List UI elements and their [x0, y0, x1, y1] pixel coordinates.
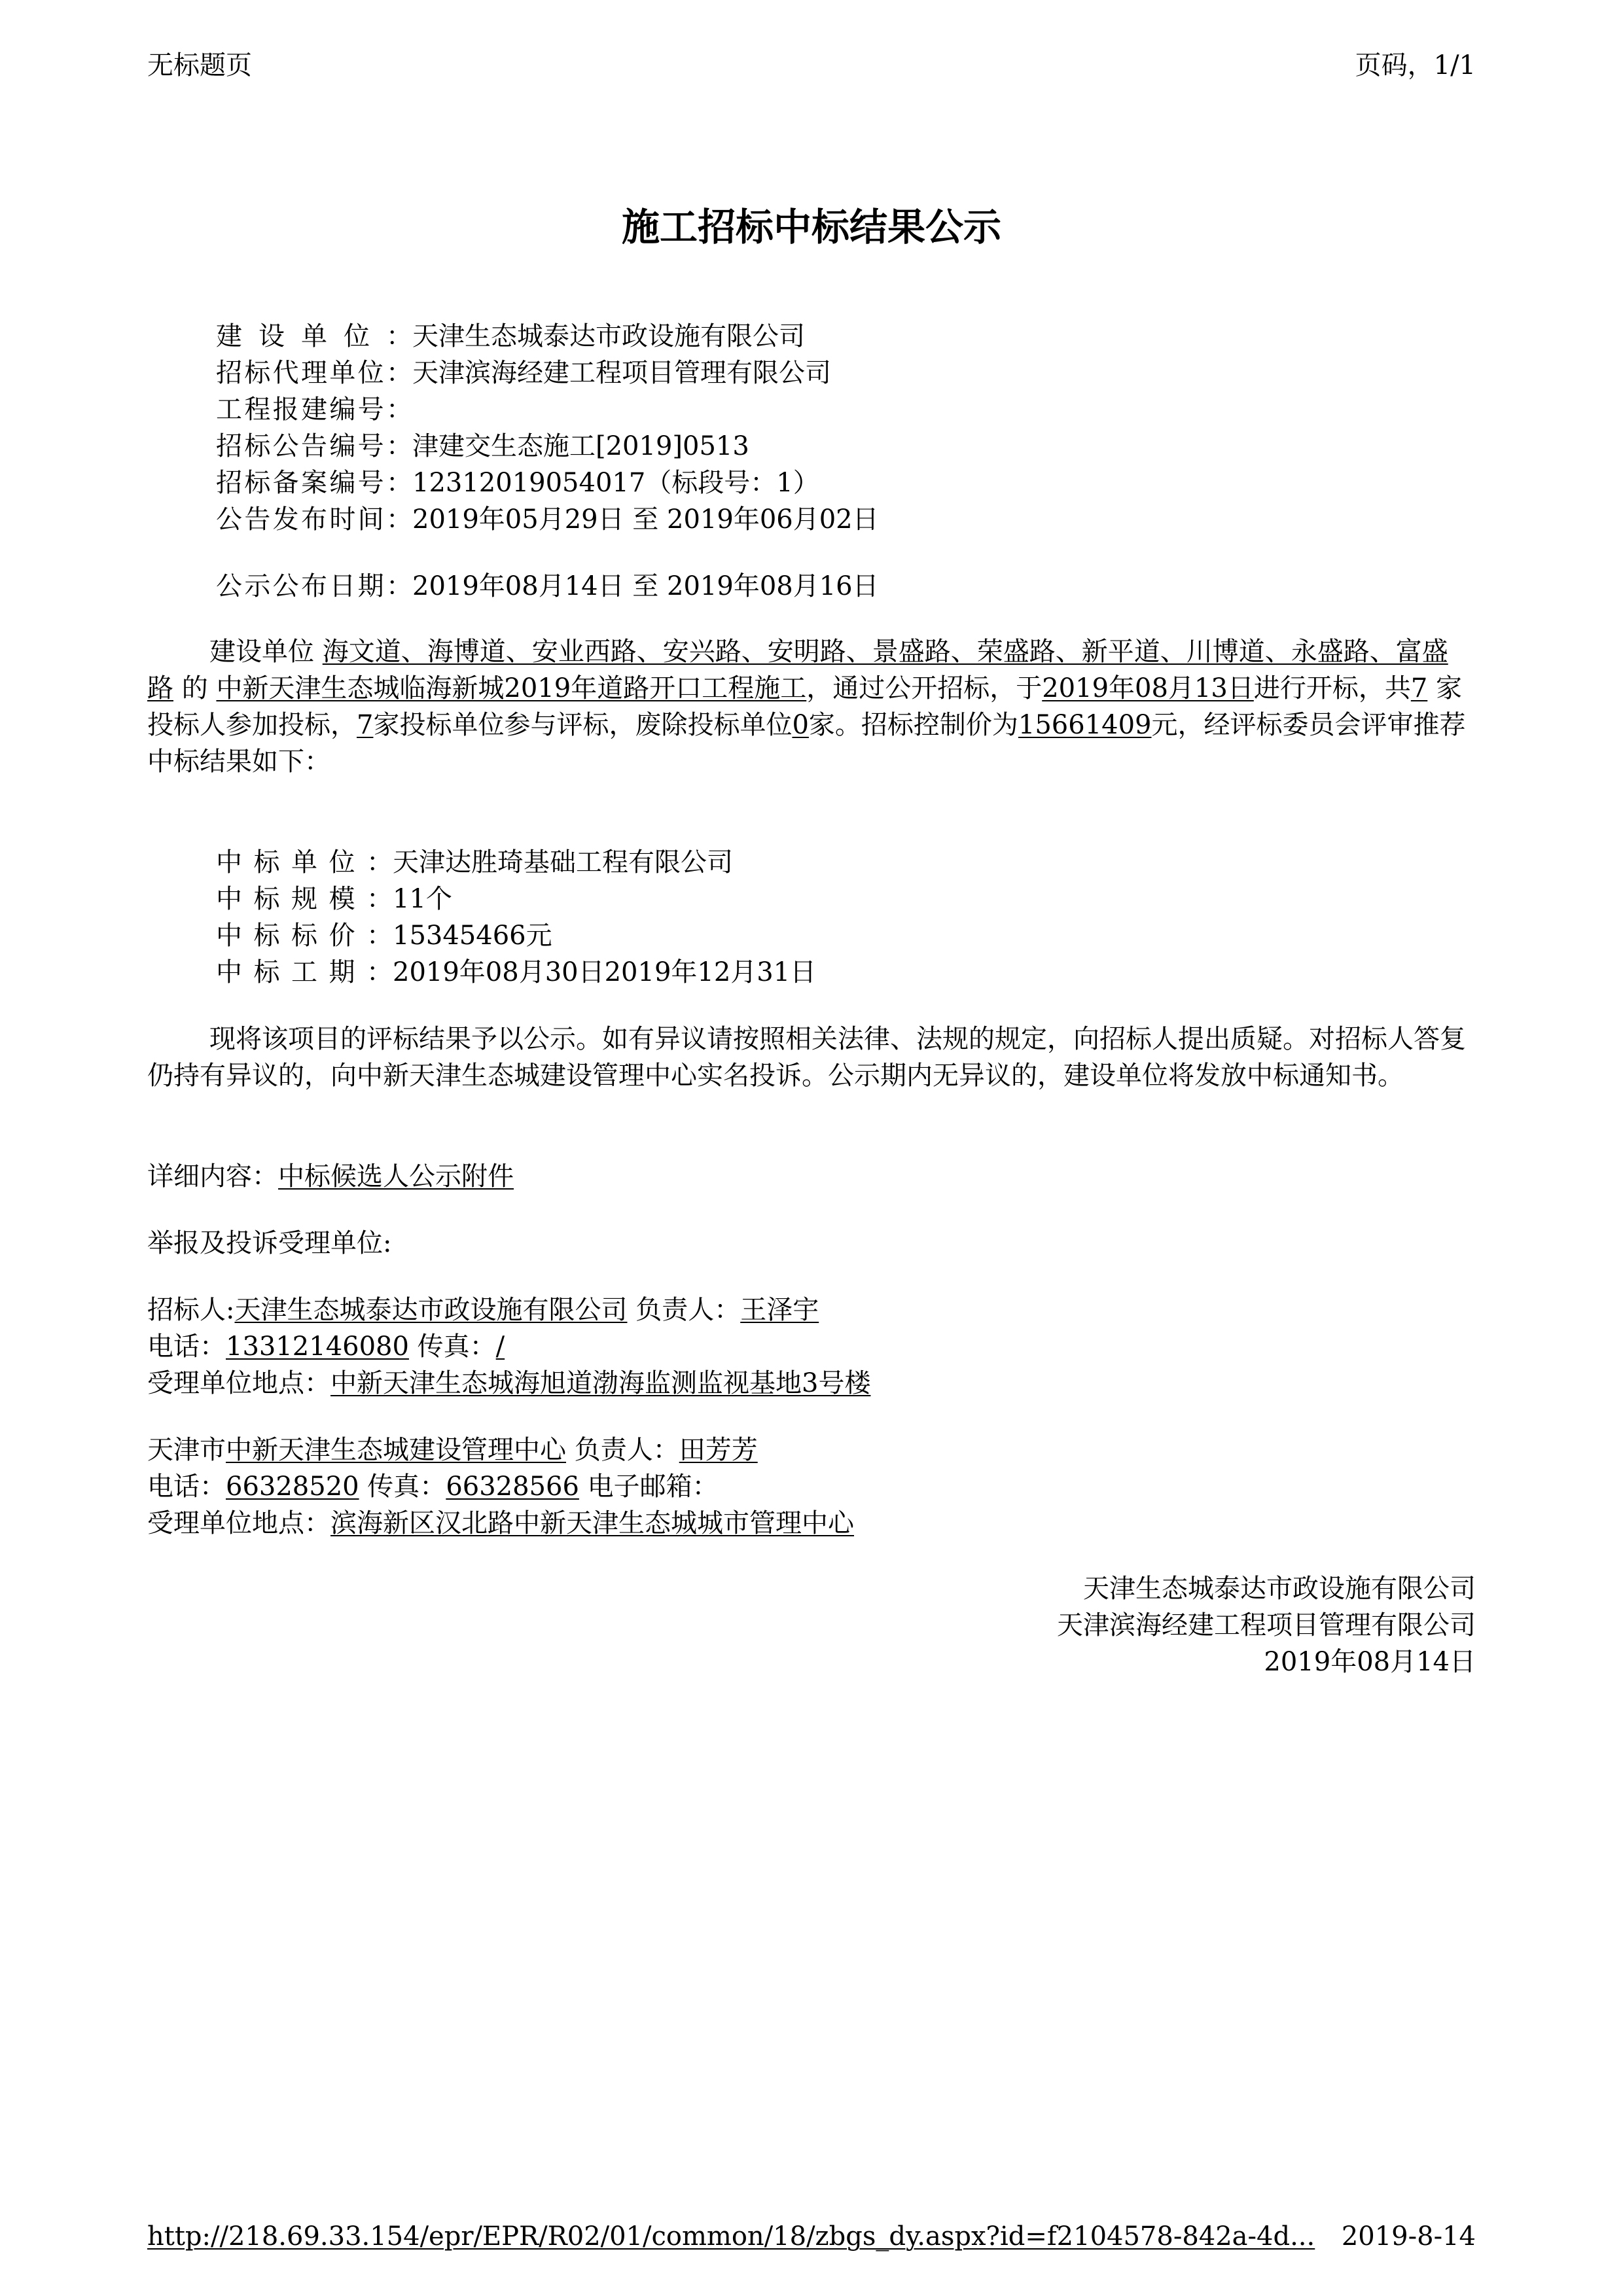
signature-org1: 天津生态城泰达市政设施有限公司 [1083, 1574, 1476, 1604]
notice-no-row [216, 428, 749, 465]
summary-text: 建设单位 [209, 637, 323, 667]
tenderer-address-label: 受理单位地点： [147, 1368, 330, 1398]
summary-paragraph [147, 633, 1472, 780]
tenderer-phone-row [147, 1328, 505, 1365]
record-no-label: 招标备案编号： [216, 468, 412, 498]
authority-fax: 66328566 [446, 1472, 579, 1502]
authority-phone-row [147, 1468, 719, 1505]
publicity-label: 公示公布日期： [216, 571, 412, 601]
authority-fax-label: 传真： [359, 1472, 446, 1502]
tenderer-contact-label: 负责人： [627, 1295, 741, 1325]
winner-period-label: 中标工期： [216, 957, 393, 987]
summary-text: 进行开标，共 [1253, 673, 1411, 703]
tenderer-fax: / [495, 1332, 505, 1362]
print-footer-url[interactable]: http://218.69.33.154/epr/EPR/R02/01/common/18/zbgs_dy.aspx?id=f2104578-842a-4d... [147, 2221, 1315, 2252]
authority-address: 滨海新区汉北路中新天津生态城城市管理中心 [330, 1508, 854, 1538]
authority-address-row [147, 1505, 854, 1542]
authority-contact-label: 负责人： [566, 1435, 679, 1465]
tenderer-label: 招标人: [147, 1295, 235, 1325]
publicity-value: 2019年08月14日 至 2019年08月16日 [412, 571, 879, 601]
notice-no-value: 津建交生态施工[2019]0513 [412, 431, 749, 461]
record-no-value: 12312019054017（标段号：1） [412, 468, 819, 498]
summary-text: 家。招标控制价为 [808, 710, 1018, 740]
winner-scale-label: 中标规模： [216, 884, 393, 914]
signature-org2: 天津滨海经建工程项目管理有限公司 [1057, 1610, 1476, 1640]
print-header-page-number: 页码，1/1 [1355, 50, 1476, 80]
publish-value: 2019年05月29日 至 2019年06月02日 [412, 504, 879, 535]
detail-row [147, 1158, 514, 1195]
winner-scale-row [216, 881, 452, 917]
tenderer-contact: 王泽宇 [740, 1295, 819, 1325]
agent-value: 天津滨海经建工程项目管理有限公司 [412, 358, 831, 388]
notice-paragraph: 现将该项目的评标结果予以公示。如有异议请按照相关法律、法规的规定，向招标人提出质疑。对招标人答复仍持有异议的，向中新天津生态城建设管理中心实名投诉。公示期内无异议的，建设单位将发放中标通知书。 [147, 1024, 1466, 1091]
winner-period-row [216, 954, 816, 991]
tenderer-name: 天津生态城泰达市政设施有限公司 [234, 1295, 628, 1325]
authority-contact: 田芳芳 [679, 1435, 758, 1465]
winner-price-value: 15345466元 [393, 921, 552, 951]
authority-name: 中新天津生态城建设管理中心 [226, 1435, 566, 1465]
signature-date: 2019年08月14日 [1264, 1647, 1476, 1677]
publish-row [216, 501, 879, 538]
project-name: 中新天津生态城临海新城2019年道路开口工程施工 [216, 673, 807, 703]
summary-text: 家投标单位参与评标，废除投标单位 [373, 710, 793, 740]
notice-no-label: 招标公告编号： [216, 431, 412, 461]
complaint-heading: 举报及投诉受理单位: [147, 1228, 392, 1258]
winner-price-row [216, 917, 552, 954]
authority-prefix: 天津市 [147, 1435, 226, 1465]
project-no-row [216, 391, 412, 428]
builder-row [216, 318, 805, 355]
rejected-count: 0 [792, 710, 809, 740]
tenderer-address-row [147, 1365, 870, 1402]
evaluated-count: 7 [357, 710, 374, 740]
winner-period-value: 2019年08月30日2019年12月31日 [393, 957, 817, 987]
control-price: 15661409 [1018, 710, 1152, 740]
authority-row [147, 1432, 758, 1468]
authority-phone: 66328520 [226, 1472, 359, 1502]
tenderer-phone: 13312146080 [226, 1332, 409, 1362]
winner-price-label: 中标标价： [216, 921, 393, 951]
page-title: 施工招标中标结果公示 [621, 205, 1001, 249]
winner-unit-row [216, 844, 733, 881]
builder-label: 建设单位： [216, 321, 412, 351]
authority-phone-label: 电话： [147, 1472, 226, 1502]
print-footer-date: 2019-8-14 [1341, 2221, 1476, 2252]
winner-unit-value: 天津达胜琦基础工程有限公司 [393, 847, 733, 877]
winner-scale-value: 11个 [393, 884, 452, 914]
publicity-row [216, 568, 879, 605]
tenderer-address: 中新天津生态城海旭道渤海监测监视基地3号楼 [330, 1368, 871, 1398]
agent-label: 招标代理单位： [216, 358, 412, 388]
roads-value: 海文道、海博道、安业西路、安兴路、安明路、景盛路、荣盛路、新平道、川博道、永盛路、富盛路 [147, 637, 1448, 703]
tenderer-phone-label: 电话： [147, 1332, 226, 1362]
agent-row [216, 355, 831, 391]
summary-text: 家投标人参加投标， [147, 673, 1462, 740]
tenderer-row [147, 1292, 819, 1328]
authority-address-label: 受理单位地点： [147, 1508, 330, 1538]
project-no-label: 工程报建编号： [216, 395, 412, 425]
publish-label: 公告发布时间： [216, 504, 412, 535]
winner-unit-label: 中标单位： [216, 847, 393, 877]
summary-text: 元，经评标委员会评审推荐中标结果如下： [147, 710, 1466, 777]
summary-text: ，通过公开招标，于 [806, 673, 1043, 703]
summary-text: 的 [173, 673, 217, 703]
record-no-row [216, 465, 819, 501]
detail-label: 详细内容： [147, 1161, 278, 1192]
open-date: 2019年08月13日 [1042, 673, 1254, 703]
bidder-count: 7 [1410, 673, 1428, 703]
attachment-link[interactable]: 中标候选人公示附件 [278, 1161, 514, 1192]
authority-email-label: 电子邮箱： [579, 1472, 719, 1502]
builder-value: 天津生态城泰达市政设施有限公司 [412, 321, 805, 351]
tenderer-fax-label: 传真： [408, 1332, 496, 1362]
print-header-title: 无标题页 [147, 50, 252, 80]
